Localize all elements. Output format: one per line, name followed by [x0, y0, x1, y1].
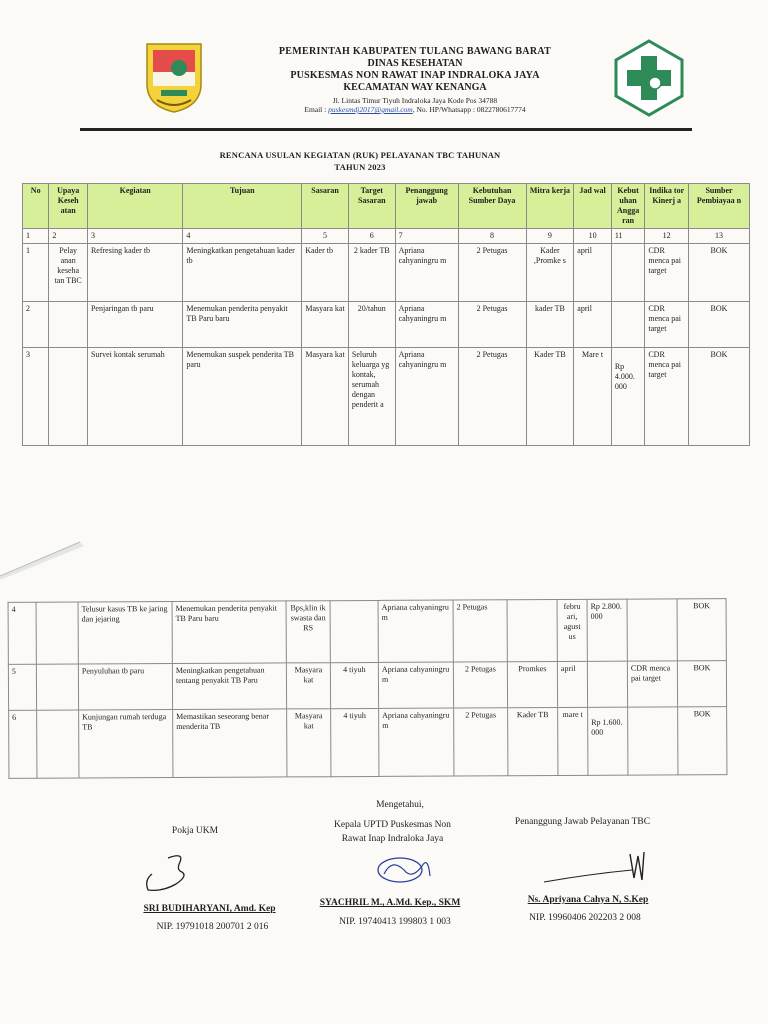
col-number: 10 — [574, 229, 612, 244]
letterhead — [215, 46, 615, 114]
cell-sumber: BOK — [677, 599, 726, 661]
cell-jadwal: mare t — [558, 707, 588, 775]
signature-2 — [370, 846, 450, 896]
cell-upaya: Pelay anan keseha tan TBC — [49, 244, 88, 302]
cell-sumber: BOK — [689, 302, 750, 348]
cell-sumber: BOK — [689, 348, 750, 446]
cell-jadwal: april — [574, 302, 612, 348]
cell-mitra: kader TB — [526, 302, 574, 348]
cell-kegiatan: Penjaringan tb paru — [87, 302, 182, 348]
col-number: 11 — [611, 229, 645, 244]
col-number: 9 — [526, 229, 574, 244]
cell-no: 1 — [23, 244, 49, 302]
ruk-table — [22, 183, 750, 446]
col-number: 3 — [87, 229, 182, 244]
cell-sd: 2 Petugas — [458, 244, 526, 302]
cell-mitra: Kader TB — [526, 348, 574, 446]
cell-indikator — [628, 707, 678, 775]
signer-2-nip: NIP. 19740413 199803 1 003 — [339, 917, 451, 927]
cell-jadwal: Mare t — [574, 348, 612, 446]
cell-anggaran: Rp 4.000. 000 — [611, 348, 645, 446]
signer-2-role-line-2: Rawat Inap Indraloka Jaya — [341, 834, 444, 845]
signer-2-role-line-1: Kepala UPTD Puskesmas Non — [334, 820, 451, 830]
cell-anggaran — [611, 302, 645, 348]
cell-pj: Apriana cahyaningru m — [395, 348, 458, 446]
col-header: Sasaran — [302, 184, 349, 229]
table-header-row — [23, 184, 750, 229]
cell-no: 5 — [8, 664, 36, 710]
cell-indikator: CDR menca pai target — [645, 244, 689, 302]
acknowledged-label: Mengetahui, — [376, 800, 424, 810]
col-number: 5 — [302, 229, 349, 244]
cell-sd: 2 Petugas — [453, 662, 507, 708]
address: Jl. Lintas Timur Tiyuh Indraloka Jaya Kode Pos 34788 — [332, 96, 498, 105]
cell-upaya-continued — [36, 664, 78, 710]
cell-mitra — [507, 600, 557, 662]
cell-sasaran: Masyara kat — [287, 709, 331, 777]
cell-tujuan: Menemukan penderita penyakit TB Paru baru — [172, 601, 286, 664]
table-row — [23, 348, 750, 446]
cell-sasaran: Bps,klin ik swasta dan RS — [286, 601, 330, 663]
cell-upaya-continued — [49, 302, 88, 348]
col-number: 6 — [348, 229, 395, 244]
col-number: 7 — [395, 229, 458, 244]
col-header: Kegiatan — [87, 184, 182, 229]
cell-jadwal: febru ari, agust us — [557, 599, 587, 661]
document-title — [130, 150, 590, 174]
cell-anggaran: Rp 2.800. 000 — [587, 599, 627, 661]
cell-sd: 2 Petugas — [453, 600, 507, 662]
cell-target: 2 kader TB — [348, 244, 395, 302]
cell-target: Seluruh keluarga yg kontak, serumah dengan penderit a — [348, 348, 395, 446]
col-header: Kebutuhan Sumber Daya — [458, 184, 526, 229]
signer-1-name: SRI BUDIHARYANI, Amd. Kep — [143, 904, 276, 914]
signature-1 — [140, 850, 210, 898]
district-name: KECAMATAN WAY KENANGA — [343, 82, 487, 93]
phone: , No. HP/Whatsapp : 0822780617774 — [412, 105, 526, 114]
col-number: 2 — [49, 229, 88, 244]
col-number: 8 — [458, 229, 526, 244]
col-header: Target Sasaran — [348, 184, 395, 229]
contact-line — [215, 105, 615, 114]
paper-fold — [0, 540, 90, 580]
col-header: Mitra kerja — [526, 184, 574, 229]
cell-jadwal: april — [574, 244, 612, 302]
cell-anggaran: Rp 1.600. 000 — [588, 707, 628, 775]
cell-jadwal: april — [557, 661, 587, 707]
cell-upaya-continued — [36, 602, 78, 664]
cell-pj: Apriana cahyaningru m — [395, 302, 458, 348]
signer-3-role: Penanggung Jawab Pelayanan TBC — [514, 817, 651, 827]
cell-sumber: BOK — [689, 244, 750, 302]
gov-name: PEMERINTAH KABUPATEN TULANG BAWANG BARAT — [278, 46, 552, 57]
col-header: Sumber Pembiayaa n — [689, 184, 750, 229]
cell-kegiatan: Survei kontak serumah — [87, 348, 182, 446]
cell-pj: Apriana cahyaningru m — [395, 244, 458, 302]
cell-target: 4 tiyuh — [331, 708, 379, 776]
cell-sasaran: Masyara kat — [302, 302, 349, 348]
cell-mitra: Promkes — [507, 662, 557, 708]
cell-sd: 2 Petugas — [454, 708, 508, 776]
column-number-row — [23, 229, 750, 244]
cell-indikator: CDR menca pai target — [645, 348, 689, 446]
col-header: Upaya Keseh atan — [49, 184, 88, 229]
cell-kegiatan: Kunjungan rumah terduga TB — [79, 710, 173, 778]
cell-no: 2 — [23, 302, 49, 348]
cell-indikator — [627, 599, 677, 661]
cell-tujuan: Menemukan penderita penyakit TB Paru baru — [183, 302, 302, 348]
cell-target — [330, 600, 378, 662]
cell-kegiatan: Telusur kasus TB ke jaring dan jejaring — [78, 602, 172, 664]
signer-3-nip: NIP. 19960406 202203 2 008 — [529, 913, 641, 923]
cell-sd: 2 Petugas — [458, 302, 526, 348]
clinic-name: PUSKESMAS NON RAWAT INAP INDRALOKA JAYA — [290, 70, 540, 81]
cell-sd: 2 Petugas — [458, 348, 526, 446]
signature-3 — [540, 848, 660, 892]
cell-pj: Apriana cahyaningru m — [378, 600, 453, 662]
col-header: Indika tor Kinerj a — [645, 184, 689, 229]
cell-target: 4 tiyuh — [330, 662, 378, 708]
signer-3-name: Ns. Apriyana Cahya N, S.Kep — [527, 895, 649, 905]
cell-mitra: Kader ,Promke s — [526, 244, 574, 302]
cell-sasaran: Kader tb — [302, 244, 349, 302]
cell-tujuan: Meningkatkan pengetahuan tentang penyakit TB Paru — [172, 663, 286, 710]
cell-upaya-continued — [49, 348, 88, 446]
col-number: 12 — [645, 229, 689, 244]
col-header: Penanggung jawab — [395, 184, 458, 229]
letterhead-divider — [80, 128, 692, 131]
cell-tujuan: Meningkatkan pengetahuan kader tb — [183, 244, 302, 302]
cell-kegiatan: Refresing kader tb — [87, 244, 182, 302]
col-number: 13 — [689, 229, 750, 244]
cell-tujuan: Menemukan suspek penderita TB paru — [183, 348, 302, 446]
cell-anggaran — [587, 661, 627, 707]
cell-pj: Apriana cahyaningru m — [378, 662, 453, 708]
dept-name: DINAS KESEHATAN — [367, 58, 463, 69]
cell-pj: Apriana cahyaningru m — [379, 708, 454, 776]
ruk-table-continued — [8, 598, 728, 779]
cell-anggaran — [611, 244, 645, 302]
table-row — [9, 707, 727, 779]
signer-2-name: SYACHRIL M., A.Md. Kep., SKM — [319, 898, 461, 908]
signer-1-role: Pokja UKM — [171, 826, 219, 836]
cell-no: 4 — [8, 602, 36, 664]
table-row — [8, 599, 726, 665]
table-row — [23, 244, 750, 302]
cell-sasaran: Masyara kat — [302, 348, 349, 446]
title-line-2: TAHUN 2023 — [334, 161, 386, 172]
col-header: Jad wal — [574, 184, 612, 229]
col-header: Tujuan — [183, 184, 302, 229]
cell-sumber: BOK — [678, 707, 727, 775]
cell-target: 20/tahun — [348, 302, 395, 348]
cell-no: 3 — [23, 348, 49, 446]
cell-no: 6 — [9, 710, 37, 778]
col-number: 4 — [183, 229, 302, 244]
cell-sasaran: Masyara kat — [286, 663, 330, 709]
cell-tujuan: Memastikan seseorang benar menderita TB — [173, 709, 287, 778]
cell-indikator: CDR menca pai target — [627, 661, 677, 707]
email-prefix: Email : — [304, 105, 327, 114]
col-number: 1 — [23, 229, 49, 244]
cell-mitra: Kader TB — [508, 708, 558, 776]
table-row — [23, 302, 750, 348]
col-header: No — [23, 184, 49, 229]
email-link[interactable]: puskesmdj2017@gmail.com — [328, 105, 413, 114]
regency-logo — [143, 40, 205, 114]
cell-upaya-continued — [37, 710, 79, 778]
col-header: Kebut uhan Angga ran — [611, 184, 645, 229]
cell-indikator: CDR menca pai target — [645, 302, 689, 348]
puskesmas-logo — [612, 38, 686, 118]
signer-2-role — [310, 818, 475, 847]
signer-1-nip: NIP. 19791018 200701 2 016 — [156, 922, 269, 932]
cell-kegiatan: Penyuluhan tb paru — [78, 664, 172, 710]
table-row — [8, 661, 726, 711]
title-line-1: RENCANA USULAN KEGIATAN (RUK) PELAYANAN TBC TAHUNAN — [219, 150, 501, 160]
cell-sumber: BOK — [677, 661, 726, 707]
